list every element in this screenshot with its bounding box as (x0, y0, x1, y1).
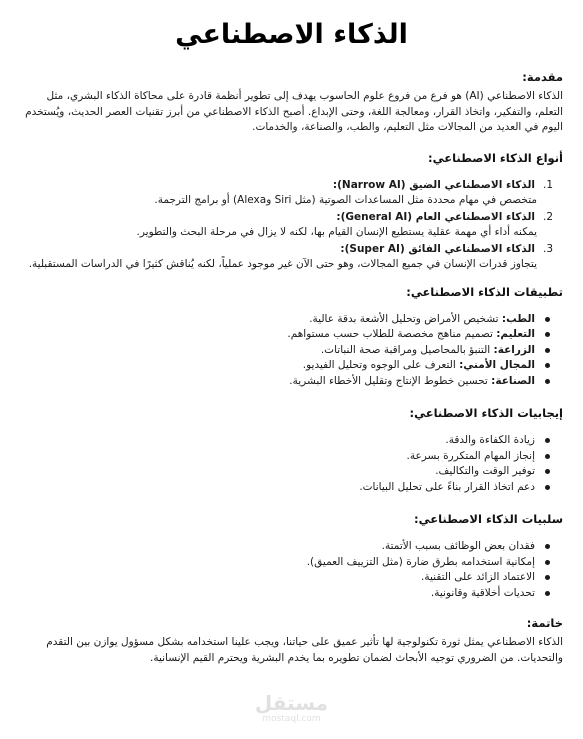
list-number: 3. (542, 242, 553, 255)
applications-heading: تطبيقات الذكاء الاصطناعي: (406, 284, 563, 299)
list-item (18, 358, 553, 374)
conclusion-paragraph: الذكاء الاصطناعي يمثل ثورة تكنولوجية لها تأثير عميق على حياتنا، ويجب علينا استخدامه بشكل مسؤول يوازن بين التقدم والتحديات. من الضروري توجيه الأبحاث لضمان تطويره بما يخدم البشرية ويحترم القيم الإنسانية. (46, 636, 563, 664)
document-title: الذكاء الاصطناعي (175, 19, 408, 50)
bullet-icon (545, 575, 550, 580)
list-item (18, 464, 553, 480)
list-item (18, 312, 553, 328)
bullet-icon (545, 379, 550, 384)
application-text: تصميم مناهج مخصصة للطلاب حسب مستواهم. (287, 328, 497, 340)
bullet-icon (545, 363, 550, 368)
pros-heading: إيجابيات الذكاء الاصطناعي: (409, 406, 563, 420)
list-item (18, 327, 553, 343)
list-item (18, 570, 553, 586)
cons-heading: سلبيات الذكاء الاصطناعي: (414, 512, 563, 526)
intro-paragraph: الذكاء الاصطناعي (AI) هو فرع من فروع علوم الحاسوب يهدف إلى تطوير أنظمة قادرة على محاكاة الذكاء البشري، مثل التعلم، والتفكير، واتخاذ القرار، ومعالجة اللغة، وحتى الإبداع. أصبح الذكاء الاصطناعي من أبرز تقنيات العصر الحديث، ويُستخدم اليوم في العديد من المجالات مثل التعليم، والطب، والصناعة، والخدمات. (25, 90, 563, 133)
applications-section (18, 284, 563, 390)
application-label: الزراعة: (493, 343, 535, 356)
list-item (18, 555, 553, 571)
cons-section (18, 511, 563, 601)
type-description: متخصص في مهام محددة مثل المساعدات الصوتية (مثل Siri وAlexa) أو برامج الترجمة. (154, 193, 537, 206)
con-text: فقدان بعض الوظائف بسبب الأتمتة. (381, 540, 535, 552)
list-item (18, 242, 553, 272)
application-label: الطب: (501, 312, 535, 325)
bullet-icon (545, 544, 550, 549)
list-item (18, 433, 553, 449)
pros-list (18, 433, 563, 495)
type-title: الذكاء الاصطناعي الفائق (Super AI): (340, 242, 535, 255)
application-label: الصناعة: (491, 374, 535, 387)
types-section (18, 150, 563, 272)
document-body (18, 69, 563, 678)
conclusion-section (18, 615, 563, 666)
application-text: تحسين خطوط الإنتاج وتقليل الأخطاء البشرية. (289, 374, 492, 387)
con-text: الاعتماد الزائد على التقنية. (421, 571, 535, 583)
conclusion-heading: خاتمة: (526, 616, 563, 630)
con-text: إمكانية استخدامه بطرق ضارة (مثل التزييف العميق). (306, 555, 535, 568)
application-text: تشخيص الأمراض وتحليل الأشعة بدقة عالية. (309, 312, 502, 325)
types-list (18, 178, 563, 272)
watermark (0, 692, 583, 724)
list-item (18, 480, 553, 496)
list-item (18, 210, 553, 240)
list-number: 2. (542, 210, 553, 223)
list-item (18, 539, 553, 555)
type-title: الذكاء الاصطناعي العام (General AI): (336, 210, 535, 223)
bullet-icon (545, 317, 550, 322)
bullet-icon (545, 560, 550, 565)
pro-text: زيادة الكفاءة والدقة. (445, 434, 535, 446)
bullet-icon (545, 348, 550, 353)
watermark-logo: مستقل (254, 691, 329, 715)
pro-text: دعم اتخاذ القرار بناءً على تحليل البيانات. (359, 480, 535, 493)
application-text: التنبؤ بالمحاصيل ومراقبة صحة النباتات. (320, 343, 494, 356)
types-heading: أنواع الذكاء الاصطناعي: (428, 150, 563, 165)
list-item (18, 343, 553, 359)
bullet-icon (545, 485, 550, 490)
list-number: 1. (542, 178, 553, 191)
pro-text: إنجاز المهام المتكررة بسرعة. (406, 449, 535, 462)
type-description: يتجاوز قدرات الإنسان في جميع المجالات، وهو حتى الآن غير موجود عملياً، لكنه يُناقش كثيرًا في الدراسات المستقبلية. (28, 257, 537, 270)
con-text: تحديات أخلاقية وقانونية. (430, 586, 535, 599)
pro-text: توفير الوقت والتكاليف. (435, 465, 535, 477)
bullet-icon (545, 591, 550, 596)
list-item (18, 374, 553, 390)
list-item (18, 449, 553, 465)
applications-list (18, 312, 563, 390)
intro-heading: مقدمة: (522, 70, 563, 84)
application-label: المجال الأمني: (459, 359, 535, 371)
type-description: يمكنه أداء أي مهمة عقلية يستطيع الإنسان القيام بها، لكنه لا يزال في مرحلة البحث والتطوير. (136, 225, 537, 238)
bullet-icon (545, 454, 550, 459)
bullet-icon (545, 469, 550, 474)
watermark-site: mostaql.com (262, 714, 321, 724)
bullet-icon (545, 332, 550, 337)
application-label: التعليم: (496, 328, 535, 340)
list-item (18, 586, 553, 602)
cons-list (18, 539, 563, 601)
type-title: الذكاء الاصطناعي الضيق (Narrow AI): (332, 178, 535, 191)
pros-section (18, 405, 563, 495)
list-item (18, 178, 553, 208)
application-text: التعرف على الوجوه وتحليل الفيديو. (302, 359, 460, 371)
bullet-icon (545, 438, 550, 443)
intro-section (18, 69, 563, 136)
